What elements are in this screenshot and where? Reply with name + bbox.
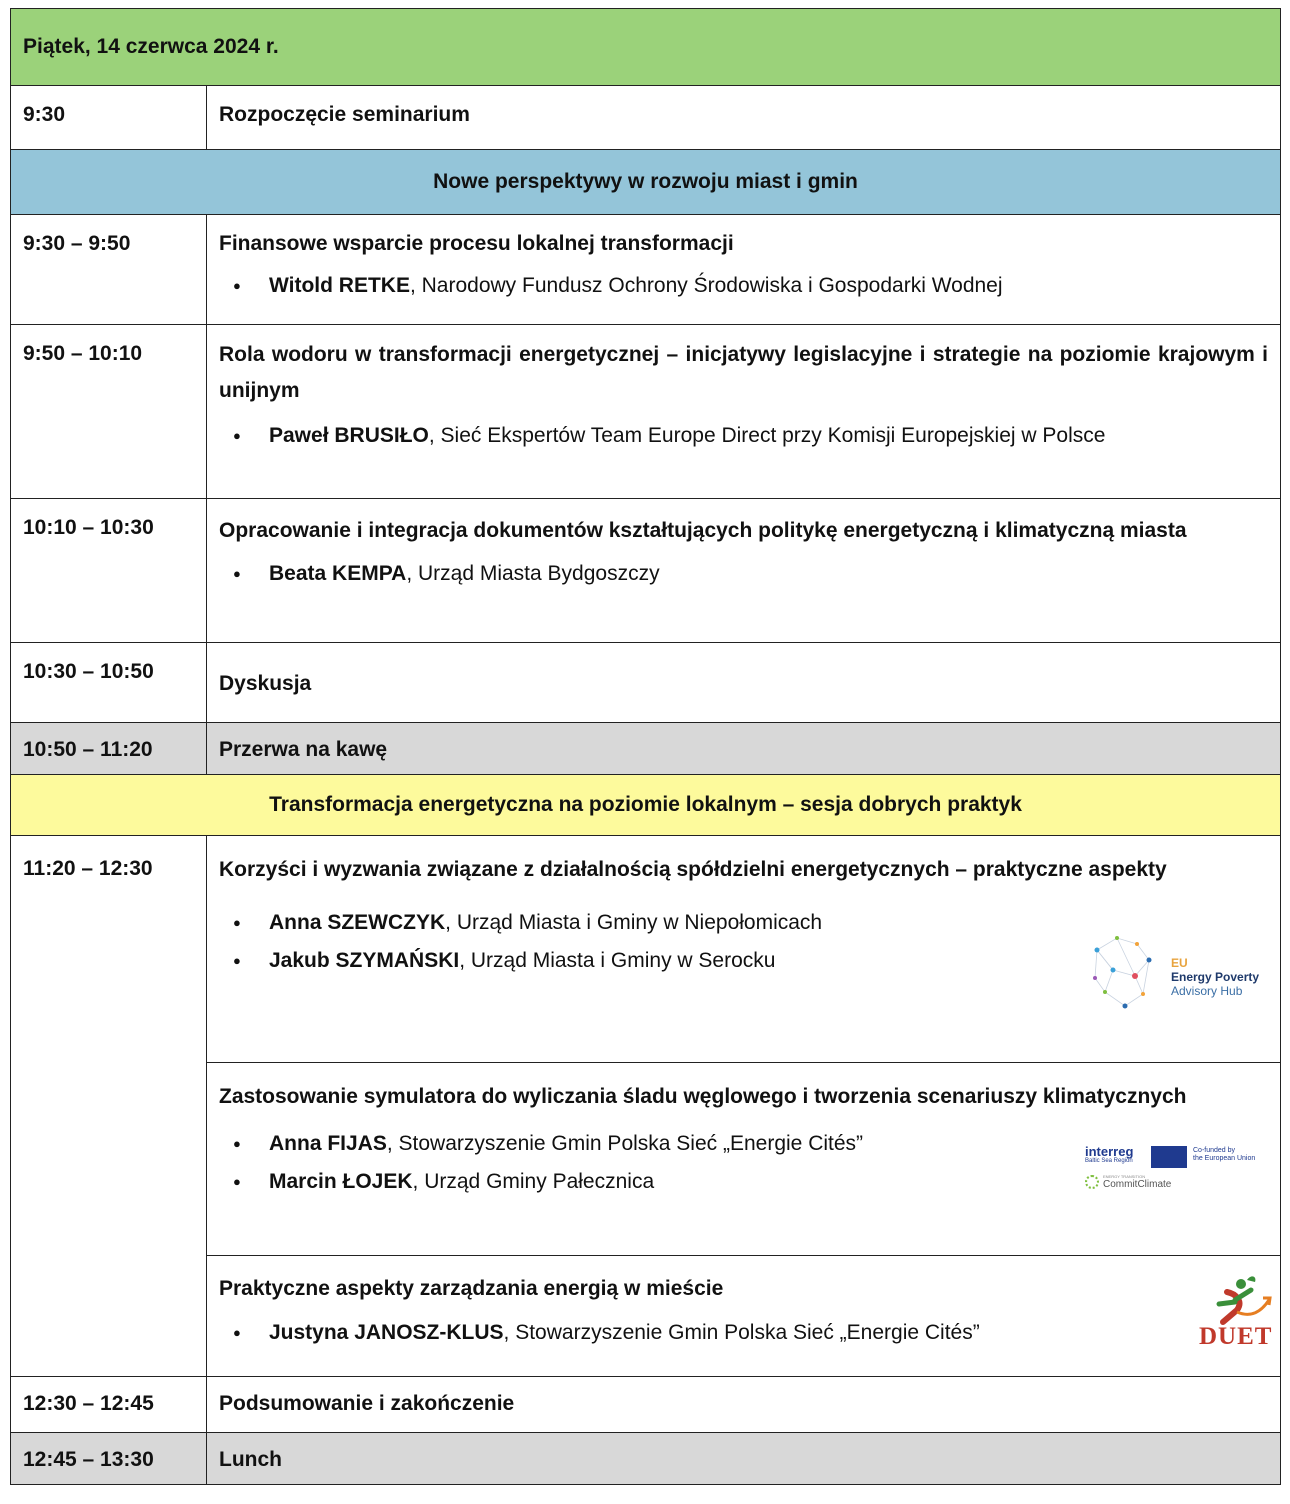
interreg-logo [1085,1145,1275,1197]
time-cell: 12:45 – 13:30 [11,1433,207,1485]
commitclimate-icon [1085,1175,1099,1189]
agenda-row [11,1377,1281,1433]
agenda-row [11,499,1281,643]
time-cell: 10:30 – 10:50 [11,643,207,723]
time-cell: 10:10 – 10:30 [11,499,207,643]
agenda-row [11,215,1281,325]
logo-text: DUET [1199,1323,1273,1350]
session-cell [207,1256,1281,1377]
section-title: Nowe perspektywy w rozwoju miast i gmin [11,150,1281,215]
logo-text: Advisory Hub [1171,984,1243,998]
speaker-item [269,271,1268,301]
logo-text: EU [1171,956,1188,970]
speaker-list [219,419,1268,453]
speaker-item [269,419,1268,453]
duet-figure-icon [1197,1274,1273,1326]
speaker-org: , Urząd Gminy Pałecznica [412,1170,655,1193]
speaker-list [219,271,1268,301]
speaker-name: Witold RETKE [269,274,410,297]
agenda-row [11,325,1281,499]
session-title: Lunch [207,1433,1281,1485]
speaker-org: , Urząd Miasta i Gminy w Serocku [459,949,776,972]
day-header-row [11,9,1281,86]
time-cell: 9:30 – 9:50 [11,215,207,325]
speaker-list [219,1318,1268,1348]
session-title: Zastosowanie symulatora do wyliczania śladu węglowego i tworzenia scenariuszy klimatycznych [219,1085,1187,1108]
speaker-org: , Stowarzyszenie Gmin Polska Sieć „Energie Cités” [503,1321,980,1344]
session-title: Opracowanie i integracja dokumentów kształtujących politykę energetyczną i klimatyczną miasta [219,519,1187,542]
speaker-name: Justyna JANOSZ-KLUS [269,1321,504,1344]
section-title: Transformacja energetyczna na poziomie lokalnym – sesja dobrych praktyk [11,775,1281,836]
time-cell: 11:20 – 12:30 [11,836,207,1377]
agenda-row [11,836,1281,1063]
speaker-org: , Stowarzyszenie Gmin Polska Sieć „Energie Cités” [386,1132,864,1155]
speaker-name: Anna SZEWCZYK [269,911,446,934]
session-cell [207,1063,1281,1256]
agenda-row-break [11,723,1281,775]
agenda-row [11,86,1281,150]
session-cell [207,499,1281,643]
speaker-org: , Sieć Ekspertów Team Europe Direct przy Komisji Europejskiej w Polsce [428,424,1106,447]
speaker-item [269,1318,1268,1348]
session-cell [207,215,1281,325]
time-cell: 9:50 – 10:10 [11,325,207,499]
logo-text: Co-funded by [1193,1147,1236,1154]
section-header-row [11,775,1281,836]
session-title: Praktyczne aspekty zarządzania energią w mieście [219,1277,724,1300]
eu-energy-poverty-logo [1087,930,1267,1018]
speaker-name: Beata KEMPA [269,562,407,585]
agenda-document [10,8,1280,1485]
time-cell: 10:50 – 11:20 [11,723,207,775]
speaker-item [269,559,1268,589]
session-title: Rozpoczęcie seminarium [207,86,1281,150]
time-cell: 9:30 [11,86,207,150]
session-title: Korzyści i wyzwania związane z działalnością spółdzielni energetycznych – praktyczne aspekty [219,858,1167,881]
session-cell [207,836,1281,1063]
speaker-name: Anna FIJAS [269,1132,387,1155]
duet-logo [1197,1274,1273,1352]
network-dots-icon [1087,930,1167,1018]
session-title: Podsumowanie i zakończenie [207,1377,1281,1433]
logo-text: Baltic Sea Region [1085,1158,1133,1164]
agenda-table [10,8,1281,1485]
session-title: Przerwa na kawę [207,723,1281,775]
eu-flag-icon [1151,1146,1187,1168]
day-header: Piątek, 14 czerwca 2024 r. [11,9,1281,86]
session-title: Finansowe wsparcie procesu lokalnej transformacji [219,232,734,255]
agenda-row-lunch [11,1433,1281,1485]
speaker-name: Marcin ŁOJEK [269,1170,413,1193]
session-cell [207,325,1281,499]
logo-text: Energy Poverty [1171,970,1260,984]
session-title: Dyskusja [207,643,1281,723]
logo-text: CommitClimate [1103,1179,1172,1190]
session-title: Rola wodoru w transformacji energetycznej – inicjatywy legislacyjne i strategie na poziomie krajowym i unijnym [219,343,1269,402]
speaker-list [219,559,1268,589]
speaker-org: , Urząd Miasta i Gminy w Niepołomicach [445,911,823,934]
logo-text: the European Union [1193,1155,1256,1162]
speaker-org: , Urząd Miasta Bydgoszczy [406,562,660,585]
speaker-name: Paweł BRUSIŁO [269,424,429,447]
logo-text: ENERGY TRANSITION [1103,1174,1146,1179]
section-header-row [11,150,1281,215]
speaker-name: Jakub SZYMAŃSKI [269,949,460,972]
logo-text: interreg [1085,1144,1134,1159]
speaker-org: , Narodowy Fundusz Ochrony Środowiska i Gospodarki Wodnej [409,274,1003,297]
agenda-row [11,643,1281,723]
time-cell: 12:30 – 12:45 [11,1377,207,1433]
